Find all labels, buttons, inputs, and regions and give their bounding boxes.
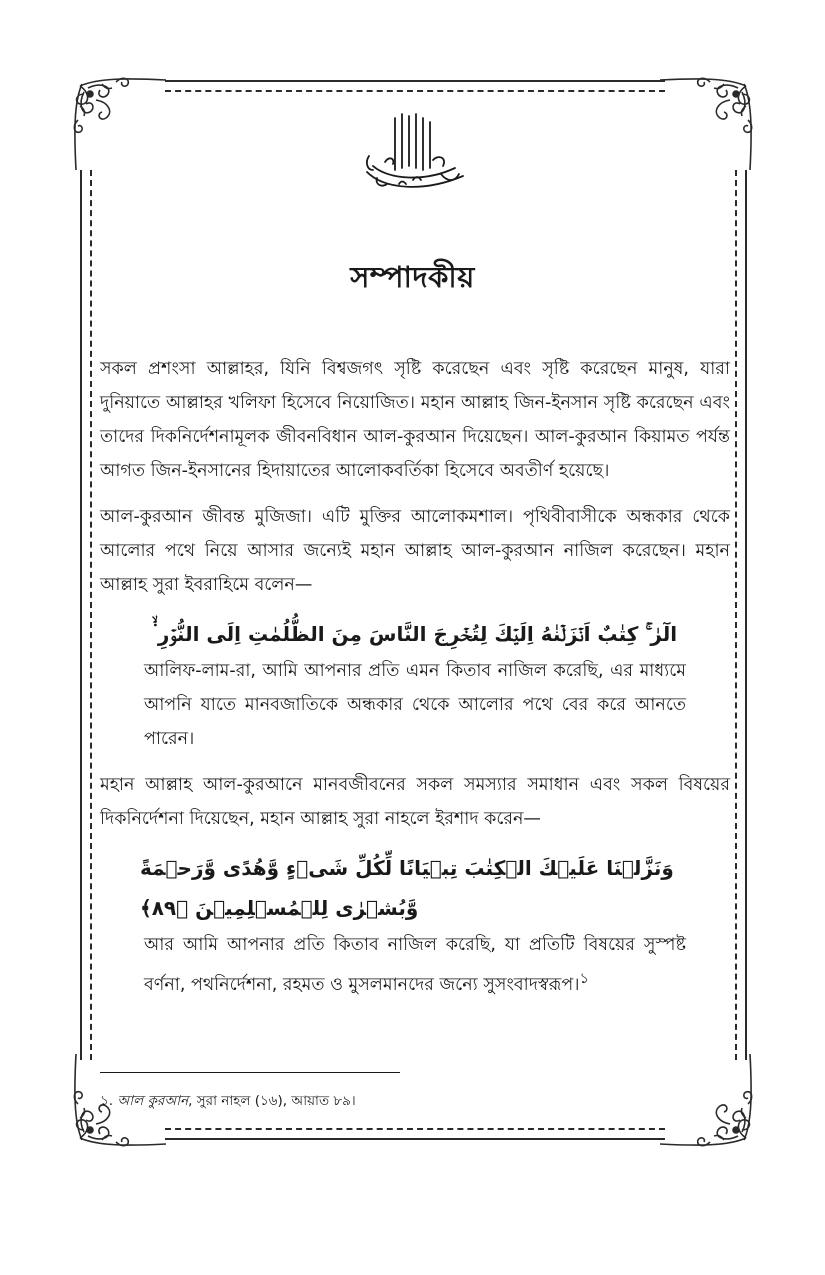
arabic-verse-nahl: وَنَزَّلۡنَا عَلَیۡكَ الۡكِتٰبَ تِبۡیَانًا لِّكُلِّ شَیۡءٍ وَّهُدًی وَّرَحۡمَةً وَّبُشۡرٰی لِلۡمُسۡلِمِیۡنَ ﴿۸۹﴾ [140, 856, 674, 920]
frame-bottom-border [165, 1138, 665, 1140]
paragraph-intro: সকল প্রশংসা আল্লাহর, যিনি বিশ্বজগৎ সৃষ্টি করেছেন এবং সৃষ্টি করেছেন মানুষ, যারা দুনিয়াতে আল্লাহর খলিফা হিসেবে নিয়োজিত। মহান আল্লাহ জিন-ইনসান সৃষ্টি করেছেন এবং তাদের দিকনির্দেশনামূলক জীবনবিধান আল-কুরআন দিয়েছেন। আল-কুরআন কিয়ামত পর্যন্ত আগত জিন-ইনসানের হিদায়াতের আলোকবর্তিকা হিসেবে অবতীর্ণ হয়েছে। [100, 359, 730, 481]
ornament-corner-icon [658, 1052, 758, 1152]
verse-translation-nahl-text: আর আমি আপনার প্রতি কিতাব নাজিল করেছি, যা প্রতিটি বিষয়ের সুস্পষ্ট বর্ণনা, পথনির্দেশনা, রহমত ও মুসলমানদের জন্যে সুসংবাদস্বরূপ। [144, 935, 686, 995]
ornament-corner-icon [68, 72, 168, 172]
verse-translation-nahl [100, 928, 730, 1002]
frame-top-dashed-border [165, 90, 665, 92]
bismillah-calligraphy-icon [355, 110, 475, 200]
footnote-source: আল কুরআন [117, 1093, 189, 1109]
page-body [100, 352, 730, 1014]
frame-top-border [165, 80, 665, 82]
footnote-divider [100, 1072, 400, 1073]
footnote-number: ১. [100, 1093, 114, 1109]
ornament-corner-icon [658, 72, 758, 172]
arabic-verse-ibrahim: الٓرٰ ۚ كِتٰبٌ اَنۡزَلۡنٰهُ اِلَیۡكَ لِتُخۡرِجَ النَّاسَ مِنَ الظُّلُمٰتِ اِلَی النُّوۡرِ ۬ۙ [152, 622, 678, 646]
footnote [100, 1090, 356, 1113]
page-title: সম্পাদকীয় [350, 260, 475, 294]
verse-translation-ibrahim: আলিফ-লাম-রা, আমি আপনার প্রতি এমন কিতাব নাজিল করেছি, এর মাধ্যমে আপনি যাতে মানবজাতিকে অন্ধকার থেকে আলোর পথে বের করে আনতে পারেন। [144, 661, 686, 749]
footnote-detail: , সুরা নাহল (১৬), আয়াত ৮৯। [188, 1093, 356, 1109]
footnote-marker: ১ [579, 970, 589, 987]
paragraph-guidance: মহান আল্লাহ আল-কুরআনে মানবজীবনের সকল সমস্যার সমাধান এবং সকল বিষয়ের দিকনির্দেশনা দিয়েছেন, মহান আল্লাহ সুরা নাহলে ইরশাদ করেন— [100, 775, 730, 829]
frame-bottom-dashed-border [165, 1128, 665, 1130]
paragraph-quran-miracle: আল-কুরআন জীবন্ত মুজিজা। এটি মুক্তির আলোকমশাল। পৃথিবীবাসীকে অন্ধকার থেকে আলোর পথে নিয়ে আসার জন্যেই মহান আল্লাহ আল-কুরআন নাজিল করেছেন। মহান আল্লাহ সুরা ইবরাহিমে বলেন— [100, 507, 730, 595]
